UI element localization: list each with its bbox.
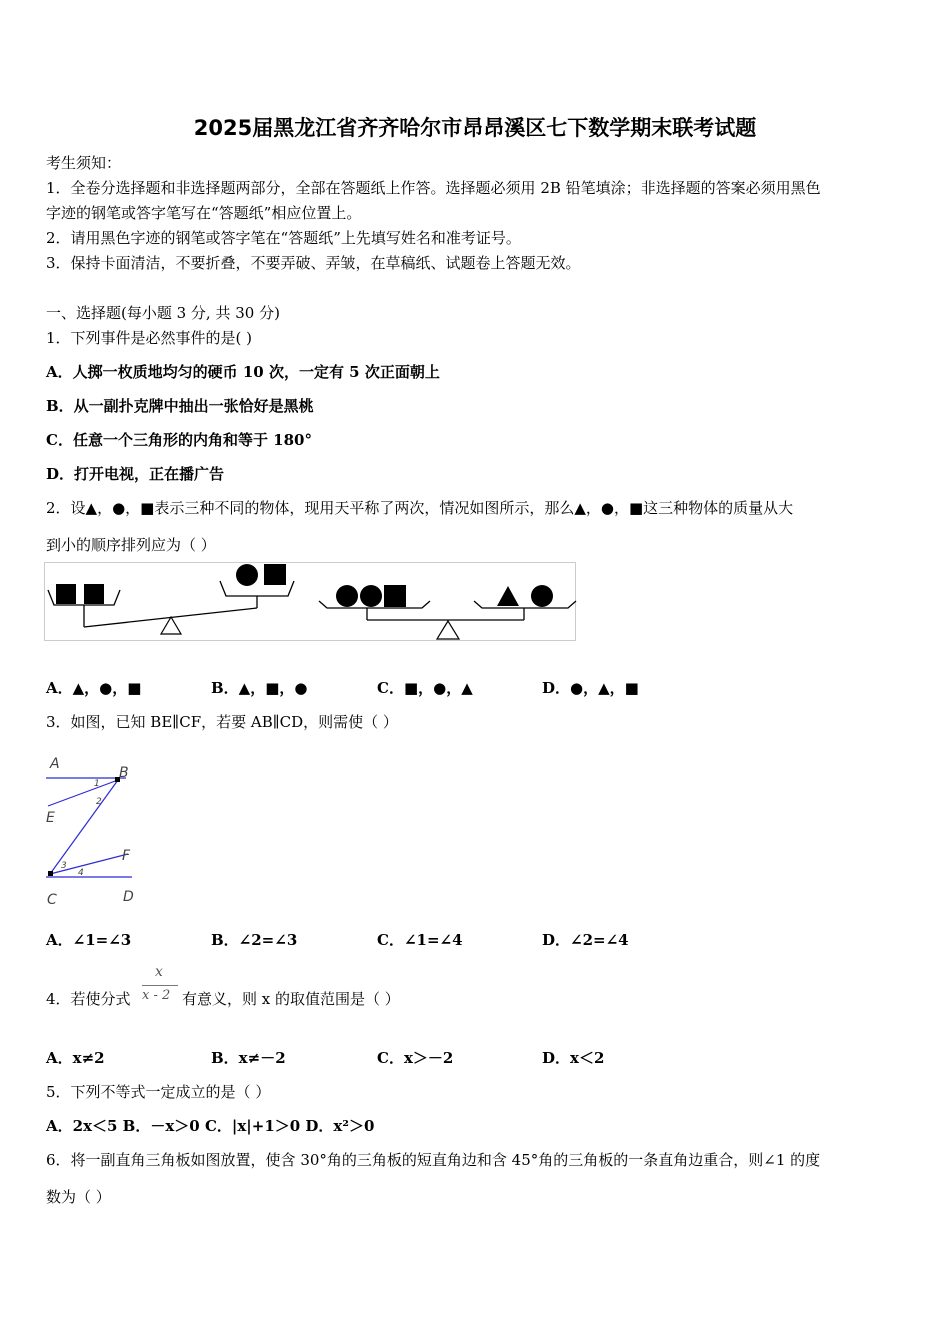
q6-stem-b: 数为（ ） [46, 1188, 111, 1206]
q2-option-a: A．▲，●，■ [46, 679, 142, 697]
q1-option-d: D．打开电视，正在播广告 [46, 465, 225, 483]
q1-option-c: C．任意一个三角形的内角和等于 180° [46, 431, 312, 449]
circle-object [360, 585, 382, 607]
q4-stem-pre: 4．若使分式 [46, 990, 131, 1008]
fraction-numerator: x [155, 964, 163, 980]
notice-line-3: 3．保持卡面清洁，不要折叠，不要弄破、弄皱，在草稿纸、试题卷上答题无效。 [46, 254, 581, 272]
label-F: F [122, 848, 131, 864]
q1-option-b: B．从一副扑克牌中抽出一张恰好是黑桃 [46, 397, 314, 415]
q3-option-d: D．∠2=∠4 [542, 931, 629, 949]
label-E: E [46, 810, 55, 826]
angle-1-label: 1 [94, 779, 100, 789]
notice-line-1a: 1．全卷分选择题和非选择题两部分，全部在答题纸上作答。选择题必须用 2B 铅笔填涂；非选择题的答案必须用黑色 [46, 179, 821, 197]
q2-stem-a: 2．设▲，●，■表示三种不同的物体，现用天平称了两次，情况如图所示，那么▲，●，■这三种物体的质量从大 [46, 499, 794, 517]
square-object [384, 585, 406, 607]
q4-option-d: D．x＜2 [542, 1049, 605, 1067]
q4-option-a: A．x≠2 [46, 1049, 105, 1067]
q1-option-a: A．人掷一枚质地均匀的硬币 10 次，一定有 5 次正面朝上 [46, 363, 440, 381]
notice-line-1b: 字迹的钢笔或答字笔写在“答题纸”相应位置上。 [46, 204, 362, 222]
square-object [56, 584, 76, 604]
q2-stem-b: 到小的顺序排列应为（ ） [46, 536, 216, 554]
circle-object [236, 564, 258, 586]
angle-4-label: 4 [78, 868, 84, 878]
q3-option-a: A．∠1=∠3 [46, 931, 132, 949]
circle-object [336, 585, 358, 607]
section-heading: 一、选择题(每小题 3 分, 共 30 分) [46, 304, 280, 322]
angle-2-label: 2 [96, 797, 102, 807]
fraction-bar [142, 985, 178, 986]
q3-stem: 3．如图，已知 BE∥CF，若要 AB∥CD，则需使（ ） [46, 713, 398, 731]
fraction-denominator: x - 2 [142, 988, 171, 1003]
label-C: C [47, 892, 57, 908]
q5-stem: 5．下列不等式一定成立的是（ ） [46, 1083, 271, 1101]
label-B: B [119, 765, 129, 781]
circle-object [531, 585, 553, 607]
q5-options: A．2x＜5 B．－x＞0 C．|x|+1＞0 D．x²＞0 [46, 1117, 375, 1135]
notice-heading: 考生须知： [46, 154, 122, 172]
q4-option-c: C．x＞－2 [377, 1049, 454, 1067]
balance-figure [44, 562, 578, 644]
q4-stem-post: 有意义，则 x 的取值范围是（ ） [182, 990, 400, 1008]
q2-option-d: D．●，▲，■ [542, 679, 639, 697]
notice-line-2: 2．请用黑色字迹的钢笔或答字笔在“答题纸”上先填写姓名和准考证号。 [46, 229, 521, 247]
q3-option-b: B．∠2=∠3 [211, 931, 298, 949]
square-object [84, 584, 104, 604]
parallel-lines-figure [42, 750, 142, 912]
q6-stem-a: 6．将一副直角三角板如图放置，使含 30°角的三角板的短直角边和含 45°角的三角板的一条直角边重合，则∠1 的度 [46, 1151, 821, 1169]
angle-3-label: 3 [61, 861, 67, 871]
q1-stem: 1．下列事件是必然事件的是( ) [46, 329, 253, 347]
q2-option-b: B．▲，■，● [211, 679, 308, 697]
triangle-object [497, 586, 519, 606]
page-title: 2025届黑龙江省齐齐哈尔市昂昂溪区七下数学期末联考试题 [193, 116, 757, 140]
q4-option-b: B．x≠－2 [211, 1049, 286, 1067]
label-D: D [123, 889, 134, 905]
right-balance [319, 585, 576, 639]
square-object [264, 564, 286, 585]
label-A: A [50, 756, 60, 772]
q2-option-c: C．■，●，▲ [377, 679, 473, 697]
q3-option-c: C．∠1=∠4 [377, 931, 463, 949]
left-balance [48, 564, 294, 634]
